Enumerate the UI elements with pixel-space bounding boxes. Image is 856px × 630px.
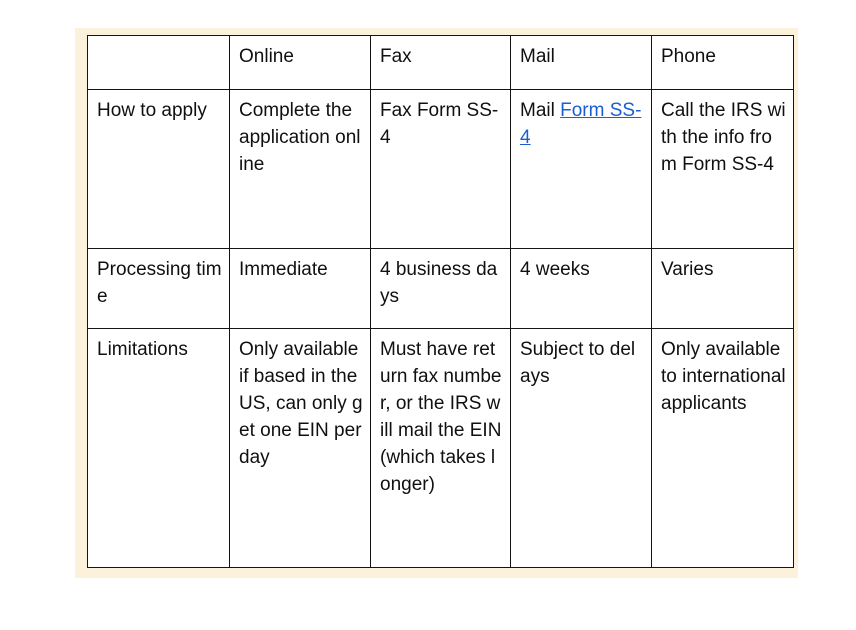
cell-processing-time-phone: Varies [652, 249, 794, 329]
column-header-phone: Phone [652, 36, 794, 90]
cell-how-to-apply-phone: Call the IRS with the info from Form SS-4 [652, 90, 794, 249]
cell-how-to-apply-fax: Fax Form SS-4 [371, 90, 511, 249]
cell-text-prefix: Mail [520, 100, 561, 121]
cell-limitations-phone: Only available to international applicants [652, 329, 794, 568]
ein-application-comparison-table [87, 35, 794, 568]
row-label-how-to-apply: How to apply [88, 90, 230, 249]
cell-processing-time-fax: 4 business days [371, 249, 511, 329]
form-ss4-link[interactable]: Form SS-4 [520, 100, 642, 148]
table-row-processing-time [88, 249, 794, 329]
cell-limitations-mail: Subject to delays [511, 329, 652, 568]
table-row-how-to-apply [88, 90, 794, 249]
row-label-limitations: Limitations [88, 329, 230, 568]
column-header-fax: Fax [371, 36, 511, 90]
cell-how-to-apply-online: Complete the application online [230, 90, 371, 249]
cell-limitations-online: Only available if based in the US, can only get one EIN per day [230, 329, 371, 568]
column-header-mail: Mail [511, 36, 652, 90]
cell-limitations-fax: Must have return fax number, or the IRS will mail the EIN (which takes longer) [371, 329, 511, 568]
cell-how-to-apply-mail [511, 90, 652, 249]
row-label-processing-time: Processing time [88, 249, 230, 329]
cell-processing-time-online: Immediate [230, 249, 371, 329]
column-header-online: Online [230, 36, 371, 90]
table-row-limitations [88, 329, 794, 568]
cell-processing-time-mail: 4 weeks [511, 249, 652, 329]
table-header-row [88, 36, 794, 90]
table-corner-stub [88, 36, 230, 90]
